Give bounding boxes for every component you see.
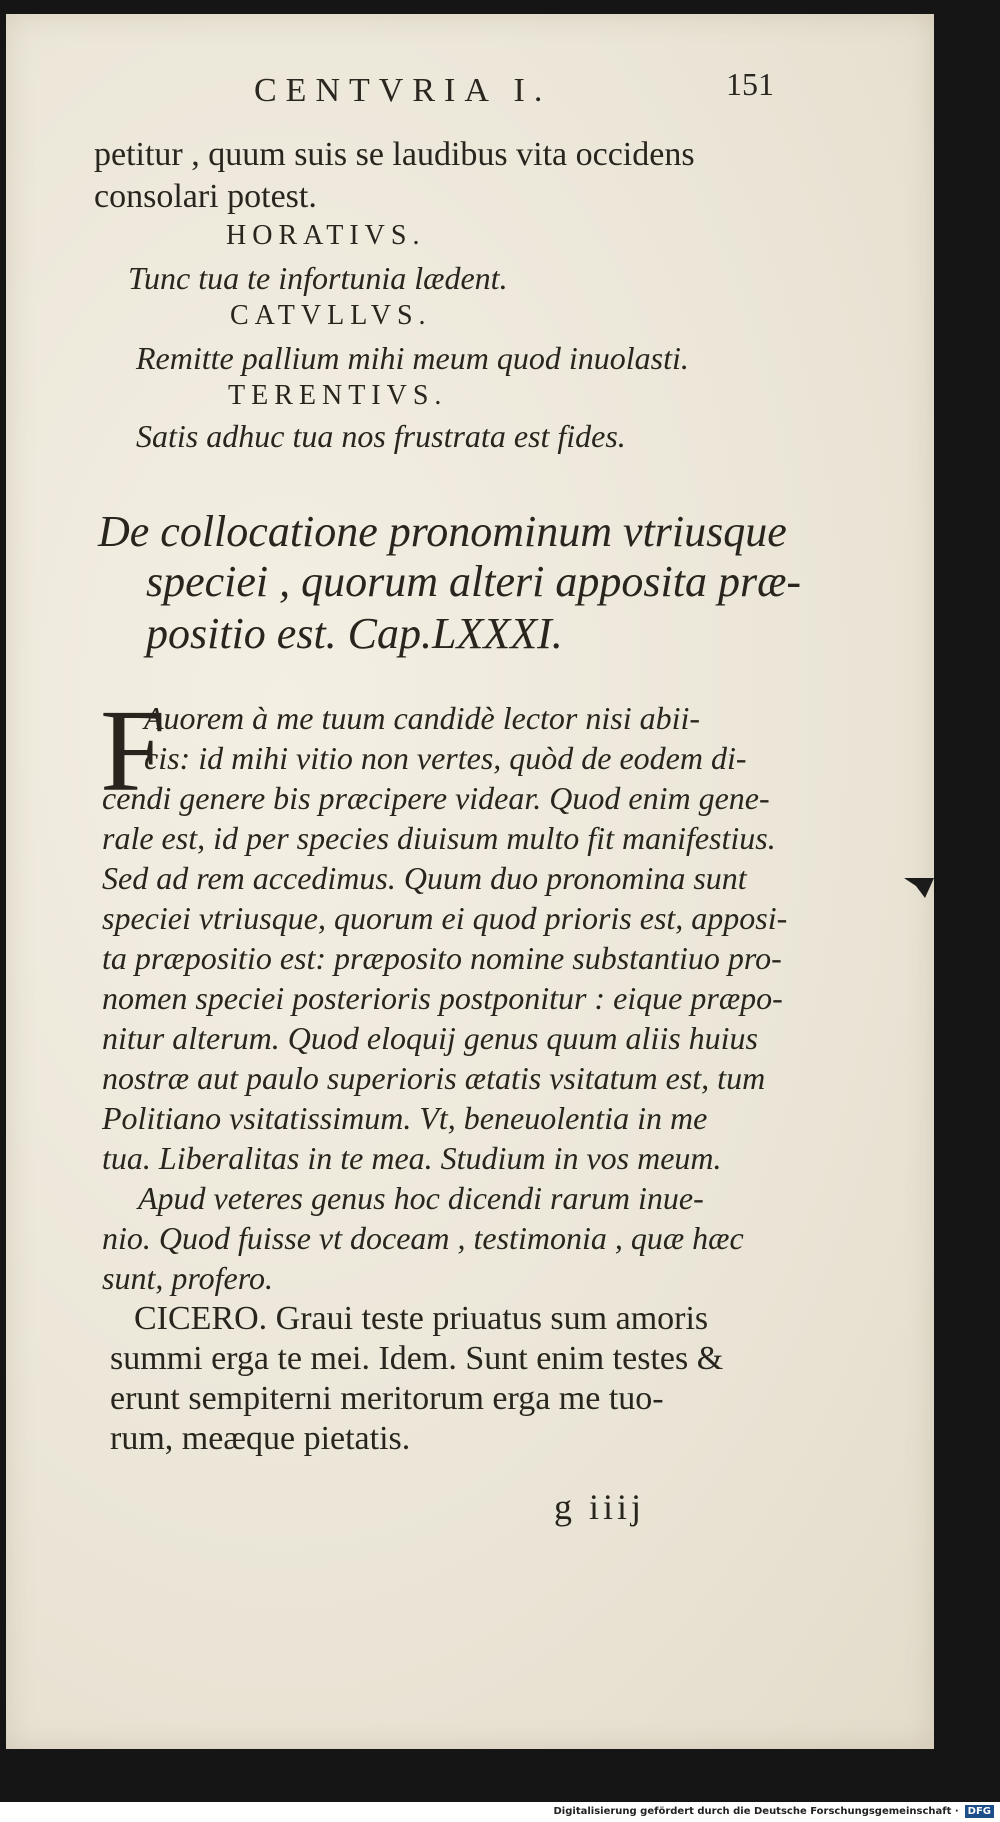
text-line: ta præpositio est: præposito nomine substantiuo pro-: [102, 940, 782, 976]
text-line: nio. Quod fuisse vt doceam , testimonia , quæ hæc: [102, 1220, 744, 1256]
page-number: 151: [726, 66, 774, 102]
text-line: Auorem à me tuum candidè lector nisi abii-: [144, 700, 701, 736]
text-line: nomen speciei posterioris postponitur : eique præpo-: [102, 980, 783, 1016]
footer-bar: [0, 1802, 1000, 1822]
chapter-heading-line: speciei , quorum alteri apposita præ-: [146, 557, 802, 606]
text-line: sunt, profero.: [102, 1260, 273, 1296]
text-line: rale est, id per species diuisum multo fit manifestius.: [102, 820, 776, 856]
text-line: tua. Liberalitas in te mea. Studium in vos meum.: [102, 1140, 722, 1176]
text-line: erunt sempiterni meritorum erga me tuo-: [110, 1380, 664, 1417]
drop-cap: F: [100, 685, 166, 816]
signature-mark: g iiij: [554, 1487, 646, 1527]
text-line: speciei vtriusque, quorum ei quod prioris est, apposi-: [102, 900, 788, 936]
text-line: CICERO. Graui teste priuatus sum amoris: [134, 1300, 709, 1337]
text-line: petitur , quum suis se laudibus vita occidens: [94, 136, 695, 173]
text-line: rum, meæque pietatis.: [110, 1420, 411, 1457]
text-line: summi erga te mei. Idem. Sunt enim testes &: [110, 1340, 724, 1377]
text-line: Politiano vsitatissimum. Vt, beneuolentia in me: [102, 1100, 708, 1136]
text-line: cis: id mihi vitio non vertes, quòd de eodem di-: [144, 740, 747, 776]
text-line: Remitte pallium mihi meum quod inuolasti.: [136, 340, 689, 376]
text-line: consolari potest.: [94, 178, 317, 215]
book-page: [6, 14, 934, 1749]
funding-credit: Digitalisierung gefördert durch die Deutsche Forschungsgemeinschaft ·: [553, 1806, 959, 1817]
text-line: Tunc tua te infortunia lædent.: [128, 260, 508, 296]
text-line: cendi genere bis præcipere videar. Quod enim gene-: [102, 780, 770, 816]
text-line: Apud veteres genus hoc dicendi rarum inue-: [138, 1180, 704, 1216]
text-line: Sed ad rem accedimus. Quum duo pronomina sunt: [102, 860, 747, 896]
text-line: nostræ aut paulo superioris ætatis vsitatum est, tum: [102, 1060, 766, 1096]
author-name: CATVLLVS.: [230, 300, 432, 331]
text-line: nitur alterum. Quod eloquij genus quum aliis huius: [102, 1020, 758, 1056]
text-line: Satis adhuc tua nos frustrata est fides.: [136, 418, 626, 454]
author-name: HORATIVS.: [226, 220, 426, 251]
author-name: TERENTIVS.: [228, 380, 448, 411]
running-head: CENTVRIA I.: [254, 72, 552, 109]
chapter-heading-line: De collocatione pronominum vtriusque: [98, 507, 787, 556]
dfg-logo: DFG: [965, 1805, 994, 1818]
chapter-heading-line: positio est. Cap.LXXXI.: [146, 609, 563, 658]
